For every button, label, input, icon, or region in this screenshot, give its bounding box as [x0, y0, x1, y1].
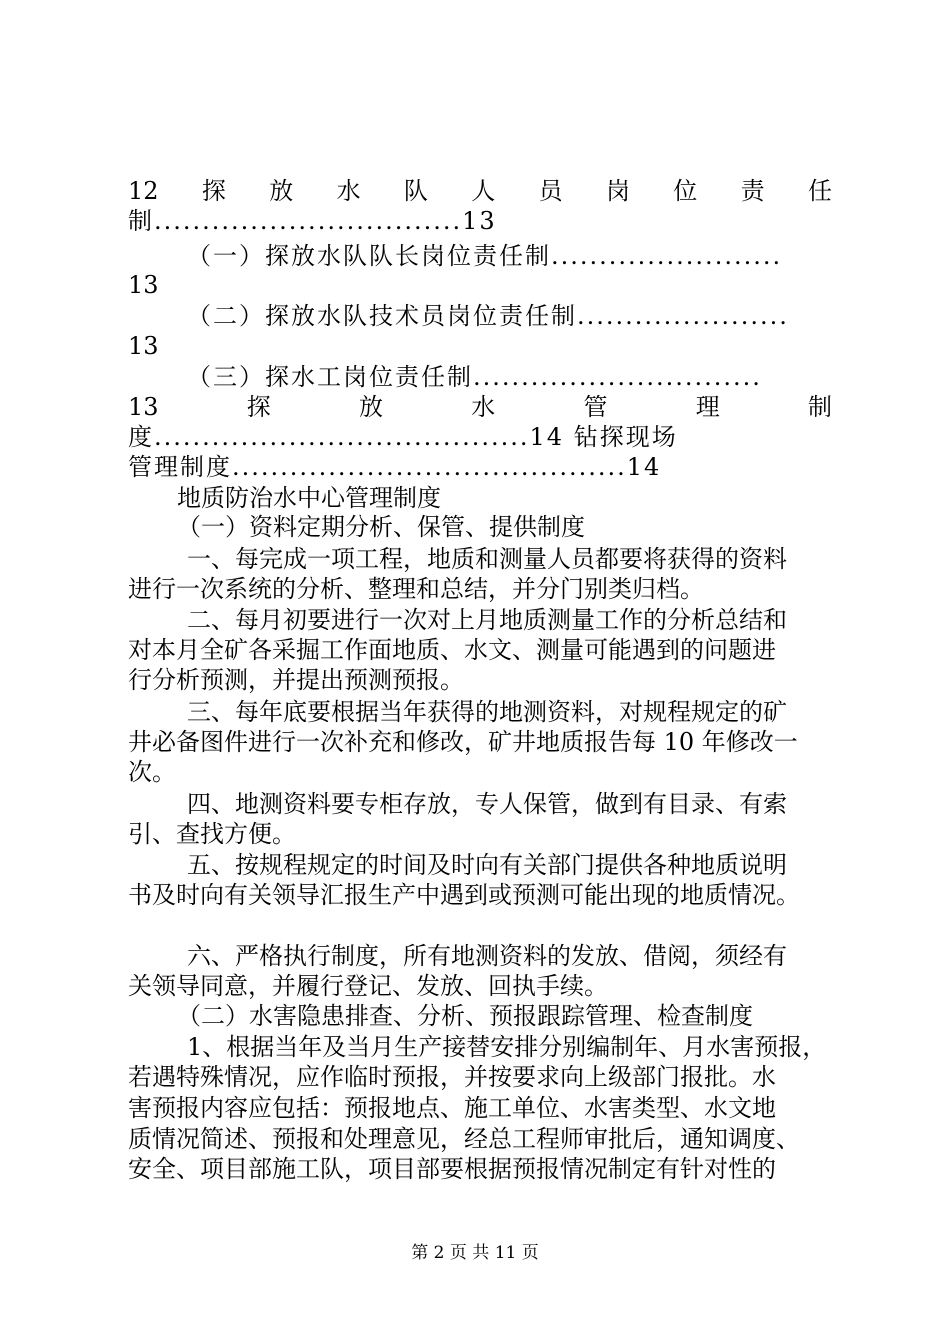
paragraph-4-line: 四、地测资料要专柜存放，专人保管，做到有目录、有索	[187, 790, 787, 818]
toc-entry-12-number: 12	[128, 177, 159, 205]
paragraph-2-line: 行分析预测，并提出预测预报。	[128, 666, 464, 694]
toc-entry-12-char: 探	[201, 177, 226, 205]
paragraph-2-line: 对本月全矿各采掘工作面地质、水文、测量可能遇到的问题进	[128, 636, 776, 664]
toc-entry-13-number: 13	[128, 393, 159, 421]
paragraph-7-line: 安全、项目部施工队，项目部要根据预报情况制定有针对性的	[128, 1155, 776, 1183]
paragraph-1-line: 一、每完成一项工程，地质和测量人员都要将获得的资料	[187, 545, 787, 573]
toc-entry-13-char: 理	[695, 393, 720, 421]
toc-sub-entry-2-page: 13	[128, 332, 159, 360]
toc-entry-13	[128, 392, 832, 422]
toc-sub-entry-1-page: 13	[128, 271, 159, 299]
paragraph-3-line: 次。	[128, 758, 176, 786]
section-heading: 地质防治水中心管理制度	[177, 484, 441, 512]
toc-entry-12-char: 位	[673, 177, 698, 205]
toc-entry-13-char: 水	[471, 393, 496, 421]
page-footer: 第 2 页 共 11 页	[411, 1243, 539, 1263]
paragraph-7-line: 1、根据当年及当月生产接替安排分别编制年、月水害预报，	[187, 1033, 827, 1061]
paragraph-7-line: 质情况简述、预报和处理意见，经总工程师审批后，通知调度、	[128, 1125, 800, 1153]
toc-entry-13-char: 制	[807, 393, 832, 421]
paragraph-5-line: 五、按规程规定的时间及时向有关部门提供各种地质说明	[187, 851, 787, 879]
toc-entry-12-char: 岗	[605, 177, 630, 205]
toc-entry-13-char: 探	[246, 393, 271, 421]
toc-entry-12-char: 任	[807, 177, 832, 205]
toc-entry-12-char: 员	[538, 177, 563, 205]
paragraph-2-line: 二、每月初要进行一次对上月地质测量工作的分析总结和	[187, 606, 787, 634]
paragraph-6-line: 关领导同意，并履行登记、发放、回执手续。	[128, 972, 608, 1000]
toc-entry-12-continuation: 制................................13	[128, 207, 497, 235]
toc-entry-12-char: 水	[336, 177, 361, 205]
toc-entry-13-char: 放	[359, 393, 384, 421]
toc-entry-12-char: 队	[403, 177, 428, 205]
paragraph-4-line: 引、查找方便。	[128, 820, 296, 848]
toc-sub-entry-3: （三）探水工岗位责任制..............................	[187, 363, 762, 391]
paragraph-5-line: 书及时向有关领导汇报生产中遇到或预测可能出现的地质情况。	[128, 881, 800, 909]
paragraph-6-line: 六、严格执行制度，所有地测资料的发放、借阅，须经有	[187, 942, 787, 970]
paragraph-3-line: 三、每年底要根据当年获得的地测资料，对规程规定的矿	[187, 698, 787, 726]
toc-entry-13-char: 管	[583, 393, 608, 421]
paragraph-7-line: 害预报内容应包括：预报地点、施工单位、水害类型、水文地	[128, 1094, 776, 1122]
subsection-title-1: （一）资料定期分析、保管、提供制度	[177, 513, 585, 541]
toc-sub-entry-2: （二）探放水队技术员岗位责任制......................	[187, 302, 789, 330]
toc-entry-12-char: 放	[269, 177, 294, 205]
paragraph-7-line: 若遇特殊情况，应作临时预报，并按要求向上级部门报批。水	[128, 1063, 776, 1091]
toc-entry-12	[128, 176, 832, 206]
paragraph-3-line: 井必备图件进行一次补充和修改，矿井地质报告每 10 年修改一	[128, 728, 798, 756]
toc-entry-14-continuation: 管理制度.........................................14	[128, 453, 662, 481]
paragraph-1-line: 进行一次系统的分析、整理和总结，并分门别类归档。	[128, 575, 704, 603]
subsection-title-2: （二）水害隐患排查、分析、预报跟踪管理、检查制度	[177, 1002, 753, 1030]
toc-entry-12-char: 责	[740, 177, 765, 205]
toc-entry-13-continuation: 度.......................................14 钻探现场	[128, 423, 678, 451]
toc-sub-entry-1: （一）探放水队队长岗位责任制........................	[187, 242, 783, 270]
toc-entry-12-char: 人	[471, 177, 496, 205]
